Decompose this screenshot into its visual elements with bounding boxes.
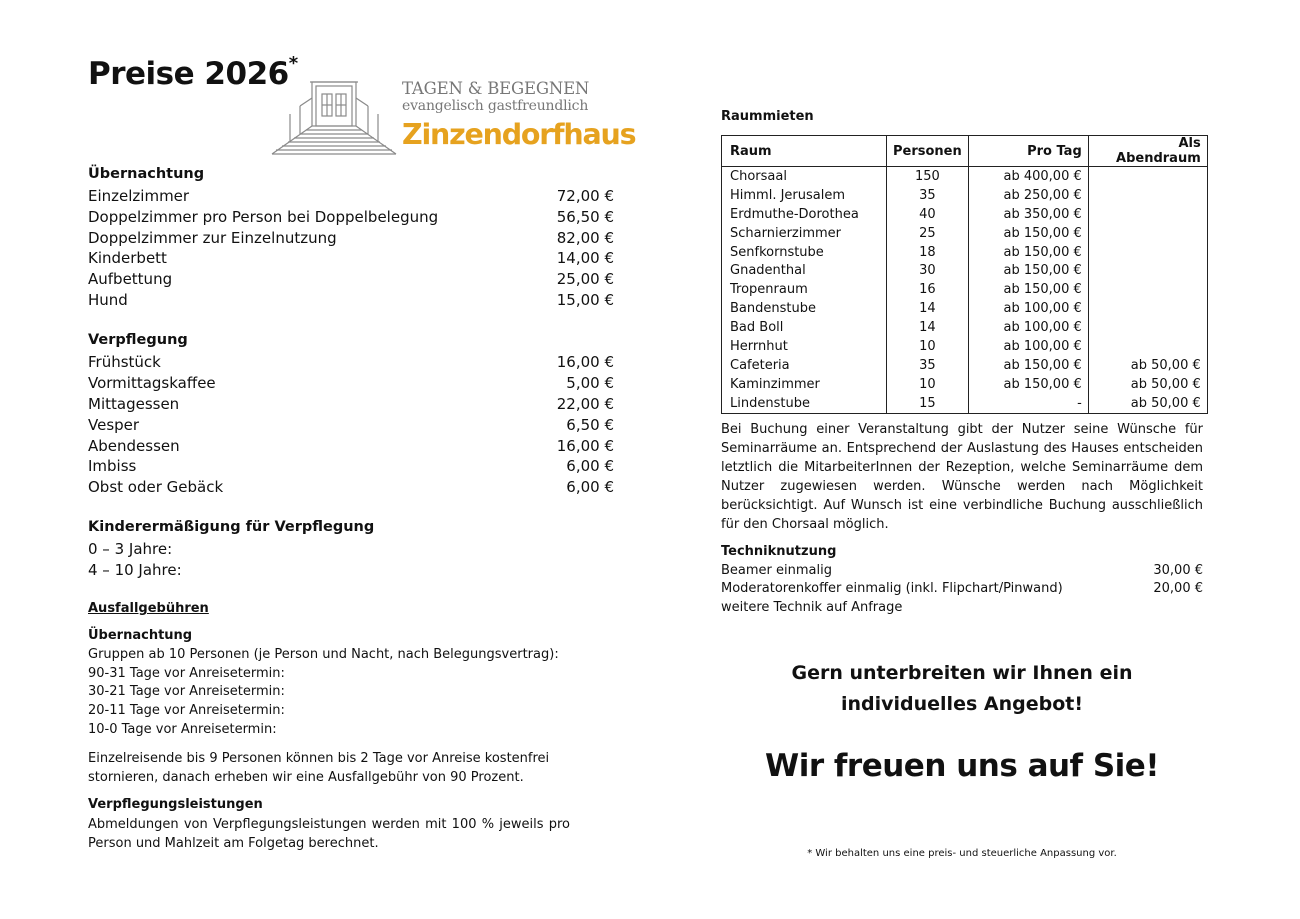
cell-raum: Erdmuthe-Dorothea bbox=[722, 205, 887, 224]
cell-pro-tag: - bbox=[968, 394, 1088, 413]
price-row bbox=[88, 187, 614, 208]
cell-pro-tag: ab 350,00 € bbox=[968, 205, 1088, 224]
ausfall-verpflegung-line: Abmeldungen von Verpflegungsleistungen werden mit 100 % jeweils pro bbox=[88, 817, 570, 832]
cell-abendraum: ab 50,00 € bbox=[1088, 394, 1207, 413]
cell-raum: Himml. Jerusalem bbox=[722, 186, 887, 205]
cell-personen: 14 bbox=[887, 299, 969, 318]
cell-abendraum bbox=[1088, 205, 1207, 224]
cell-abendraum bbox=[1088, 318, 1207, 337]
table-row bbox=[722, 318, 1208, 337]
ausfall-einzel-line: stornieren, danach erheben wir eine Ausfallgebühr von 90 Prozent. bbox=[88, 770, 524, 785]
logo-line-1: TAGEN & BEGEGNEN bbox=[402, 79, 590, 98]
column-header-abendraum: Als Abendraum bbox=[1088, 136, 1207, 167]
cell-abendraum bbox=[1088, 337, 1207, 356]
table-row bbox=[722, 375, 1208, 394]
price-row bbox=[88, 374, 614, 395]
price-row bbox=[88, 437, 614, 458]
column-header-pro-tag: Pro Tag bbox=[968, 136, 1088, 167]
offer-line: Gern unterbreiten wir Ihnen ein bbox=[791, 662, 1133, 684]
cell-personen: 40 bbox=[887, 205, 969, 224]
price-row bbox=[88, 291, 614, 312]
price-row bbox=[88, 478, 614, 499]
cell-personen: 16 bbox=[887, 280, 969, 299]
table-row bbox=[722, 186, 1208, 205]
price-value: 5,00 € bbox=[566, 374, 614, 392]
price-row bbox=[88, 270, 614, 291]
room-price-table bbox=[721, 135, 1208, 414]
price-value: 72,00 € bbox=[556, 187, 614, 205]
price-label: Aufbettung bbox=[88, 270, 173, 288]
table-row bbox=[722, 224, 1208, 243]
price-label: Vormittagskaffee bbox=[88, 374, 216, 392]
cell-abendraum bbox=[1088, 224, 1207, 243]
section-heading-kinder: Kinderermäßigung für Verpflegung bbox=[88, 519, 375, 535]
cell-raum: Scharnierzimmer bbox=[722, 224, 887, 243]
cell-raum: Lindenstube bbox=[722, 394, 887, 413]
technik-row bbox=[721, 563, 1203, 582]
ausfall-line: Gruppen ab 10 Personen (je Person und Nacht, nach Belegungsvertrag): bbox=[88, 647, 559, 662]
price-value: 22,00 € bbox=[556, 395, 614, 413]
price-label: Obst oder Gebäck bbox=[88, 478, 224, 496]
ausfall-line: 20-11 Tage vor Anreisetermin: bbox=[88, 703, 285, 718]
ausfall-einzel-line: Einzelreisende bis 9 Personen können bis 2 Tage vor Anreise kostenfrei bbox=[88, 751, 550, 766]
table-row bbox=[722, 243, 1208, 262]
price-row bbox=[88, 353, 614, 374]
price-row bbox=[88, 395, 614, 416]
technik-label: weitere Technik auf Anfrage bbox=[721, 600, 903, 615]
cell-pro-tag: ab 150,00 € bbox=[968, 224, 1088, 243]
cell-personen: 10 bbox=[887, 375, 969, 394]
section-heading-technik: Techniknutzung bbox=[721, 544, 837, 559]
footnote: * Wir behalten uns eine preis- und steuerliche Anpassung vor. bbox=[807, 848, 1117, 859]
table-row bbox=[722, 299, 1208, 318]
section-heading-raummieten: Raummieten bbox=[721, 109, 814, 124]
cell-pro-tag: ab 150,00 € bbox=[968, 356, 1088, 375]
section-heading-ausfall: Ausfallgebühren bbox=[88, 601, 209, 616]
price-label: Imbiss bbox=[88, 457, 137, 475]
cell-abendraum: ab 50,00 € bbox=[1088, 356, 1207, 375]
cell-pro-tag: ab 150,00 € bbox=[968, 375, 1088, 394]
table-row bbox=[722, 337, 1208, 356]
logo-line-2: evangelisch gastfreundlich bbox=[402, 98, 589, 114]
price-value: 25,00 € bbox=[556, 270, 614, 288]
cell-abendraum bbox=[1088, 243, 1207, 262]
price-label: Vesper bbox=[88, 416, 140, 434]
cell-abendraum bbox=[1088, 167, 1207, 186]
cell-pro-tag: ab 100,00 € bbox=[968, 337, 1088, 356]
ausfall-verpflegung-line: Person und Mahlzeit am Folgetag berechnet. bbox=[88, 836, 379, 851]
price-label: Mittagessen bbox=[88, 395, 180, 413]
ausfall-line: 90-31 Tage vor Anreisetermin: bbox=[88, 666, 285, 681]
logo-brand-name: Zinzendorfhaus bbox=[402, 118, 636, 151]
kinder-line: 4 – 10 Jahre: bbox=[88, 561, 182, 579]
title-text: Preise 2026 bbox=[88, 56, 289, 92]
table-row bbox=[722, 394, 1208, 413]
cell-personen: 25 bbox=[887, 224, 969, 243]
house-logo-icon bbox=[270, 76, 398, 158]
price-row bbox=[88, 457, 614, 478]
price-value: 6,00 € bbox=[566, 457, 614, 475]
cell-raum: Gnadenthal bbox=[722, 261, 887, 280]
cell-abendraum bbox=[1088, 280, 1207, 299]
logo bbox=[270, 76, 636, 160]
offer-callout bbox=[721, 658, 1203, 720]
cell-personen: 10 bbox=[887, 337, 969, 356]
cell-raum: Tropenraum bbox=[722, 280, 887, 299]
price-value: 14,00 € bbox=[556, 249, 614, 267]
cell-abendraum: ab 50,00 € bbox=[1088, 375, 1207, 394]
cell-pro-tag: ab 100,00 € bbox=[968, 299, 1088, 318]
table-row bbox=[722, 261, 1208, 280]
price-label: Frühstück bbox=[88, 353, 161, 371]
table-row bbox=[722, 167, 1208, 186]
technik-price: 20,00 € bbox=[1153, 581, 1203, 596]
price-label: Doppelzimmer zur Einzelnutzung bbox=[88, 229, 337, 247]
cell-raum: Senfkornstube bbox=[722, 243, 887, 262]
cell-personen: 14 bbox=[887, 318, 969, 337]
ausfall-subheading-uebernachtung: Übernachtung bbox=[88, 628, 193, 643]
table-row bbox=[722, 356, 1208, 375]
cell-personen: 35 bbox=[887, 356, 969, 375]
cell-pro-tag: ab 150,00 € bbox=[968, 280, 1088, 299]
price-value: 6,50 € bbox=[566, 416, 614, 434]
cell-abendraum bbox=[1088, 186, 1207, 205]
section-heading-uebernachtung: Übernachtung bbox=[88, 166, 205, 182]
technik-row bbox=[721, 600, 1203, 619]
cell-personen: 30 bbox=[887, 261, 969, 280]
cell-pro-tag: ab 150,00 € bbox=[968, 243, 1088, 262]
cell-raum: Bad Boll bbox=[722, 318, 887, 337]
price-value: 6,00 € bbox=[566, 478, 614, 496]
price-label: Kinderbett bbox=[88, 249, 167, 267]
cell-personen: 18 bbox=[887, 243, 969, 262]
table-header-row bbox=[722, 136, 1208, 167]
ausfall-line: 10-0 Tage vor Anreisetermin: bbox=[88, 722, 277, 737]
cell-raum: Chorsaal bbox=[722, 167, 887, 186]
offer-line: individuelles Angebot! bbox=[840, 693, 1084, 715]
booking-info-paragraph: Bei Buchung einer Veranstaltung gibt der Nutzer seine Wünsche für Seminarräume an. Entsprechend der Auslastung des Hauses entscheiden letztlich die MitarbeiterInnen der Rezeption, welche Seminarräume dem Nutzer zugewiesen werden. Wünsche werden nach Möglichkeit berücksichtigt. Auf Wunsch ist eine verbindliche Buchung ausschließlich für den Chorsaal möglich. bbox=[721, 422, 1203, 532]
section-heading-verpflegung: Verpflegung bbox=[88, 332, 188, 348]
column-header-raum: Raum bbox=[722, 136, 887, 167]
cell-raum: Bandenstube bbox=[722, 299, 887, 318]
cell-raum: Kaminzimmer bbox=[722, 375, 887, 394]
column-header-personen: Personen bbox=[887, 136, 969, 167]
cell-pro-tag: ab 150,00 € bbox=[968, 261, 1088, 280]
cell-raum: Cafeteria bbox=[722, 356, 887, 375]
price-row bbox=[88, 249, 614, 270]
technik-label: Beamer einmalig bbox=[721, 563, 832, 578]
cell-pro-tag: ab 400,00 € bbox=[968, 167, 1088, 186]
cell-pro-tag: ab 250,00 € bbox=[968, 186, 1088, 205]
price-value: 56,50 € bbox=[556, 208, 614, 226]
closing-headline: Wir freuen uns auf Sie! bbox=[765, 748, 1159, 784]
ausfall-line: 30-21 Tage vor Anreisetermin: bbox=[88, 684, 285, 699]
cell-raum: Herrnhut bbox=[722, 337, 887, 356]
cell-personen: 150 bbox=[887, 167, 969, 186]
cell-pro-tag: ab 100,00 € bbox=[968, 318, 1088, 337]
price-value: 16,00 € bbox=[556, 353, 614, 371]
price-label: Einzelzimmer bbox=[88, 187, 190, 205]
price-row bbox=[88, 416, 614, 437]
price-label: Hund bbox=[88, 291, 128, 309]
cell-personen: 35 bbox=[887, 186, 969, 205]
cell-personen: 15 bbox=[887, 394, 969, 413]
price-label: Abendessen bbox=[88, 437, 180, 455]
price-row bbox=[88, 208, 614, 229]
kinder-line: 0 – 3 Jahre: bbox=[88, 540, 173, 558]
cell-abendraum bbox=[1088, 299, 1207, 318]
table-row bbox=[722, 280, 1208, 299]
technik-row bbox=[721, 581, 1203, 600]
price-value: 15,00 € bbox=[556, 291, 614, 309]
price-row bbox=[88, 229, 614, 250]
table-row bbox=[722, 205, 1208, 224]
ausfall-subheading-verpflegung: Verpflegungsleistungen bbox=[88, 797, 263, 812]
cell-abendraum bbox=[1088, 261, 1207, 280]
price-value: 82,00 € bbox=[556, 229, 614, 247]
technik-label: Moderatorenkoffer einmalig (inkl. Flipchart/Pinwand) bbox=[721, 581, 1063, 596]
title-footnote-mark: * bbox=[288, 52, 298, 74]
page-title bbox=[88, 52, 298, 92]
price-label: Doppelzimmer pro Person bei Doppelbelegung bbox=[88, 208, 439, 226]
technik-price: 30,00 € bbox=[1153, 563, 1203, 578]
price-value: 16,00 € bbox=[556, 437, 614, 455]
